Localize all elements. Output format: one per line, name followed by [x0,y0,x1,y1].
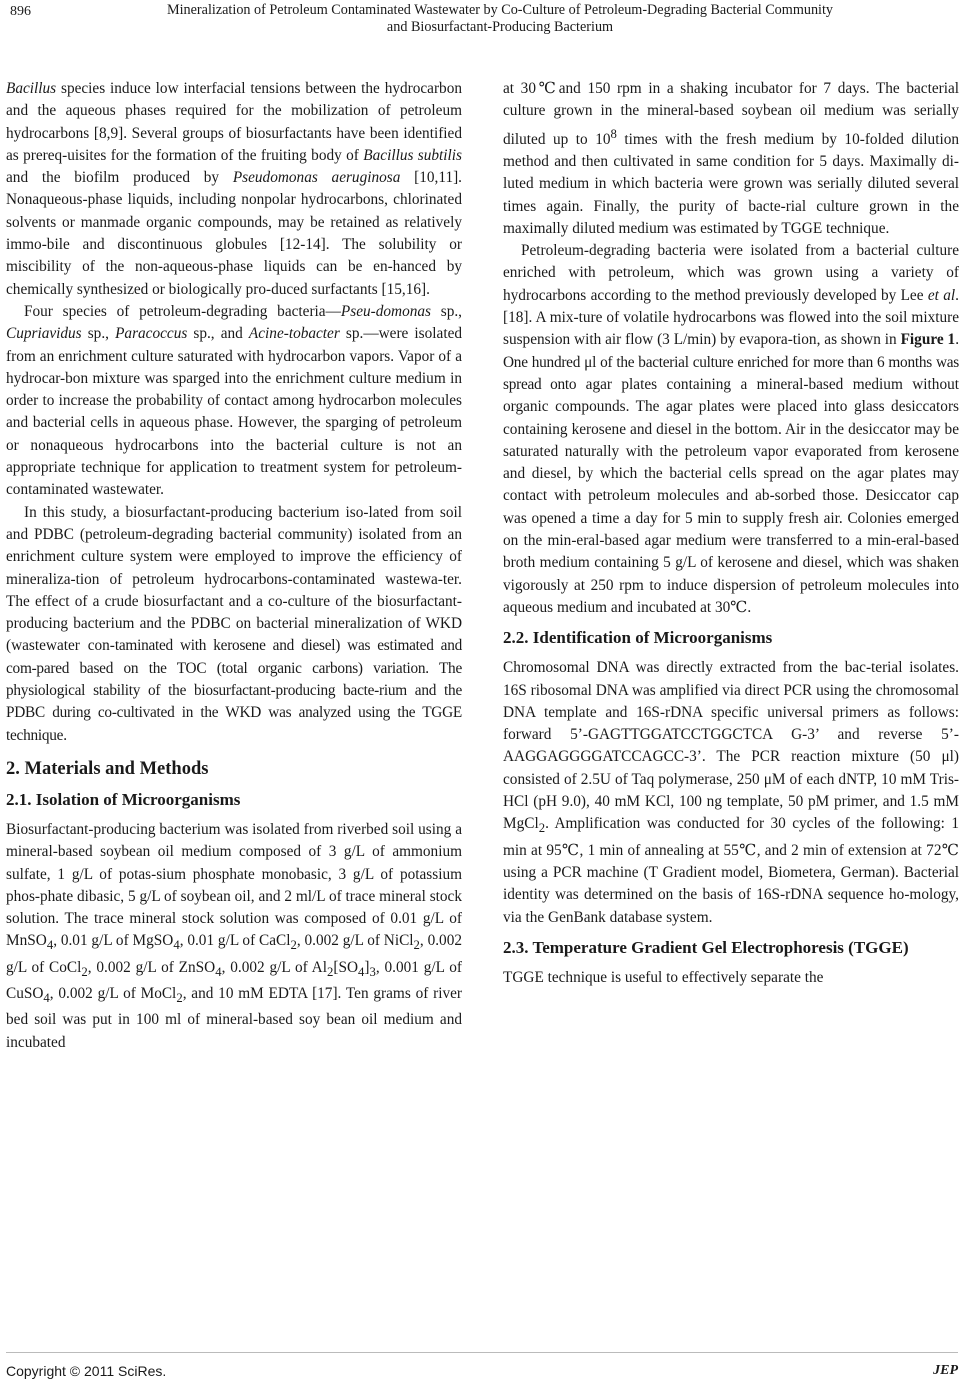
paragraph-biosurfactant-intro: Bacillus species induce low interfacial tensions between the hydrocarbon and the aqueous phases required for the mobilization of petroleum hydrocarbons [8,9]. Several groups of biosurfactants have been identified as prereq-uisites for the formation of the fruiting body of Bacillus subtilis and the biofilm produced by Pseudomonas aeruginosa [10,11]. Nonaqueous-phase liquids, including nonpolar hydrocarbons, chlorinated solvents or manmade organic compounds, may be retained as relatively immo-bile and discontinuous globules [12-14]. The solubility or miscibility of the non-aqueous-phase liquids can be en-hanced by chemically synthesized or biologically pro-duced surfactants [15,16]. [6,80,463,298]
copyright-notice: Copyright © 2011 SciRes. [6,1363,167,1379]
paragraph-identification: Chromosomal DNA was directly extracted from the bac-terial isolates. 16S ribosomal DNA was amplified via direct PCR using the chromosomal DNA template and 16S-rDNA specific universal primers as follows: forward 5’-GAGTTGGATCCTGGCTCA G-3’ and reverse 5’-AAGGAGGGGATCCAGCC-3’. The PCR reaction mixture (50 μl) consisted of 2.5U of Taq polymerase, 250 μM of each dNTP, 10 mM Tris-HCl (pH 9.0), 40 mM KCl, 100 ng template, 50 pM primer, and 1.5 mM MgCl$_2$. Amplification was conducted for 30 cycles of the following: 1 min at 95℃, 1 min of annealing at 55℃, and 2 min of extension at 72℃ using a PCR machine (T Gradient model, Biometera, German). Bacterial identity was determined on the basis of 16S-rDNA sequence ho-mology, via the GenBank database system. [503,659,959,926]
running-header-line-1: Mineralization of Petroleum Contaminated Wastewater by Co-Culture of Petroleum-Degrading Bacterial Community [166,2,834,18]
subsection-heading-identification: 2.2. Identification of Microorganisms [503,628,773,648]
page-number: 896 [10,4,31,19]
paragraph-petroleum-bacteria: Four species of petroleum-degrading bacteria—Pseu-domonas sp., Cupriavidus sp., Paracoccus sp., and Acine-tobacter sp.—were isolated from an enrichment culture saturated with hydrocarbon vapors. Vapor of a hydrocar-bon mixture was sparged into the enrichment culture medium in order to increase the probability of contact among hydrocarbon molecules and bacterial cells in aqueous phase. However, the sparging of petroleum or nonaqueous hydrocarbons into the bacterial culture is not an appropriate technique for application to treatment system for petroleum-contaminated wastewater. [6,302,463,499]
left-column [6,78,462,1054]
paragraph-isolation: Biosurfactant-producing bacterium was isolated from riverbed soil using a mineral-based soybean oil medium composed of 3 g/L of ammonium sulfate, 1 g/L of potas-sium phosphate monobasic, 3 g/L of potassium phos-phate dibasic, 5 g/L of soybean oil, and 2 ml/L of trace mineral stock solution. The trace mineral stock solution was composed of 0.01 g/L of MnSO$_4$, 0.01 g/L of MgSO$_4$, 0.01 g/L of CaCl$_2$, 0.002 g/L of NiCl$_2$, 0.002 g/L of CoCl$_2$, 0.002 g/L of ZnSO$_4$, 0.002 g/L of $Al_2[SO_4]_3$, 0.001 g/L of CuSO$_4$, 0.002 g/L of MoCl$_2$, and 10 mM EDTA [17]. Ten grams of river bed soil was put in 100 ml of mineral-based soy bean oil medium and incubated [6,820,462,1051]
subsection-heading-isolation: 2.1. Isolation of Microorganisms [6,789,241,809]
section-heading-materials-methods: 2. Materials and Methods [6,758,209,779]
right-column [503,78,959,989]
paragraph-incubation: at 30℃and 150 rpm in a shaking incubator for 7 days. The bacterial culture grown in the mineral-based soybean oil medium was serially diluted up to $10^8$ times with the fresh medium by 10-folded dilution method and then cultivated in same condition for 5 days. Maximally di-luted medium in which bacteria were grown was serially diluted several times again. Finally, the purity of bacte-rial culture grown in the maximally diluted medium was estimated by TGGE technique. [503,80,959,237]
paragraph-study-aim: In this study, a biosurfactant-producing bacterium iso-lated from soil and PDBC (petroleum-degrading bacterial community) isolated from an enrichment culture system were employed to improve the efficiency of mineraliza-tion of petroleum hydrocarbons-contaminated wastewa-ter. The effect of a crude biosurfactant and a co-culture of the biosurfactant-producing bacterium and the PDBC on bacterial mineralization of WKD (wastewater con-taminated with kerosene and diesel) was estimated and com-pared based on the TOC (total organic carbons) variation. The physiological stability of the biosurfactant-producing bacte-rium and the PDBC during co-cultivated in the WKD was analyzed using the TGGE technique. [6,503,462,744]
paragraph-tgge: TGGE technique is useful to effectively separate the [503,968,824,986]
subsection-heading-tgge: 2.3. Temperature Gradient Gel Electrophoresis (TGGE) [503,937,909,957]
running-header [44,2,956,36]
footer-divider [6,1352,958,1353]
journal-abbreviation: JEP [933,1363,958,1378]
paragraph-petroleum-isolation: Petroleum-degrading bacteria were isolated from a bacterial culture enriched with petroleum, which was grown using a variety of hydrocarbons according to the method previously developed by Lee et al. [18]. A mix-ture of volatile hydrocarbons was flowed into the soil mixture suspension with air flow (3 L/min) by evapora-tion, as shown in Figure 1. One hundred μl of the bacterial culture enriched for more than 6 months was spread onto agar plates containing a mineral-based medium without organic compounds. The agar plates were placed into glass desiccators containing kerosene and diesel in the bottom. Air in the desiccator may be saturated naturally with the petroleum vapor evaporated from kerosene and diesel, by which the bacterial cells spread on the agar plates may contact with petroleum molecules and ab-sorbed those. Desiccator cap was opened a time a day for 5 min to supply fresh air. Colonies emerged on the min-eral-based agar medium were transferred to a min-eral-based broth medium containing 5 g/L of kerosene and diesel, which was shaken vigorously at 250 rpm to induce dispersion of petroleum molecules into aqueous medium and incubated at 30℃. [503,242,960,616]
running-header-line-2: and Biosurfactant-Producing Bacterium [386,19,614,35]
